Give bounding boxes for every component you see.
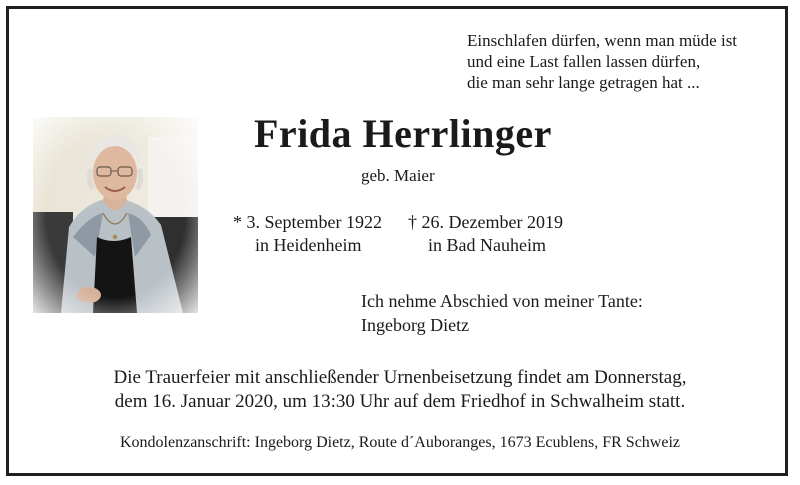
maiden-name: geb. Maier [361, 166, 435, 185]
service-line: dem 16. Januar 2020, um 13:30 Uhr auf dem Friedhof in Schwalheim statt. [114, 391, 686, 412]
birth-date: * 3. September 1922 [233, 212, 382, 232]
death-place: in Bad Nauheim [428, 235, 546, 255]
service-line: Die Trauerfeier mit anschließender Urnenbeisetzung findet am Donnerstag, [113, 367, 687, 388]
death-date: † 26. Dezember 2019 [408, 212, 563, 232]
portrait-photo [33, 117, 198, 313]
quote-line: Einschlafen dürfen, wenn man müde ist [467, 31, 738, 50]
memorial-quote [467, 30, 737, 93]
funeral-service-notice [0, 366, 800, 414]
deceased-name: Frida Herrlinger [254, 111, 552, 156]
farewell-line: Ich nehme Abschied von meiner Tante: [361, 291, 643, 311]
farewell-message [361, 289, 643, 337]
quote-line: die man sehr lange getragen hat ... [467, 73, 700, 92]
condolence-address: Kondolenzanschrift: Ingeborg Dietz, Route d´Auboranges, 1673 Ecublens, FR Schweiz [119, 434, 681, 451]
quote-line: und eine Last fallen lassen dürfen, [467, 52, 701, 71]
mourner-name: Ingeborg Dietz [361, 315, 470, 335]
birth-place: in Heidenheim [255, 235, 362, 255]
